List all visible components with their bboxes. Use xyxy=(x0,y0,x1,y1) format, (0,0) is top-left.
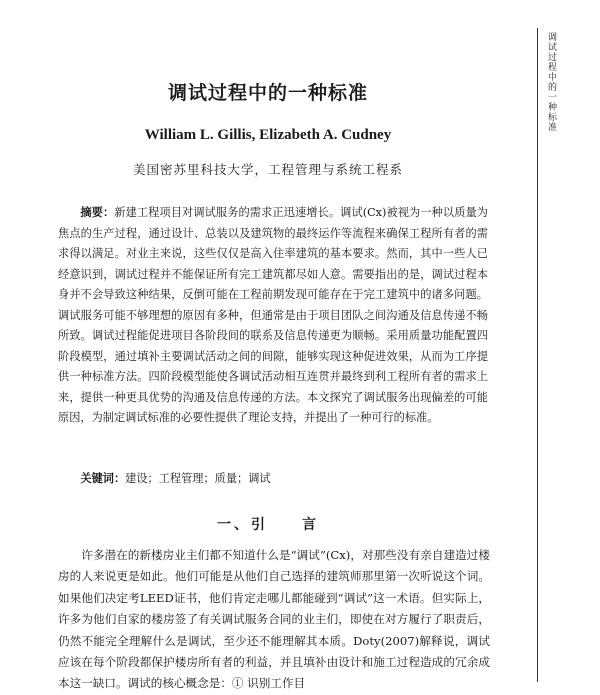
abstract-text: 新建工程项目对调试服务的需求正迅速增长。调试(Cx)被视为一种以质量为焦点的生产过程，通过设计、总装以及建筑物的最终运作等流程来确保工程所有者的需求得以满足。对业主来说，这些仅仅是高入住率建筑的基本要求。然而，其中一些人已经意识到，调试过程并不能保证所有完工建筑都尽如人意。需要指出的是，调试过程本身并不会导致这种结果，反倒可能在工程前期发现可能存在于完工建筑中的诸多问题。调试服务可能不够理想的原因有多种，但通常是由于项目团队之间沟通及信息传递不畅所致。调试过程能促进项目各阶段间的联系及信息传递更为顺畅。采用质量功能配置四阶段模型，通过填补主要调试活动之间的间隙，能够实现这种促进效果，从而为工序提供一种标准方法。四阶段模型能使各调试活动相互连贯并最终到利工程所有者的需求上来，提供一种更具优势的沟通及信息传递的方法。本文探究了调试服务出现偏差的可能原因，为制定调试标准的必要性提供了理论支持，并提出了一种可行的标准。 xyxy=(58,206,488,424)
section-title-part-2: 言 xyxy=(302,517,319,533)
section-heading xyxy=(0,514,536,534)
paper-authors: William L. Gillis, Elizabeth A. Cudney xyxy=(144,127,392,143)
author-affiliation: 美国密苏里科技大学，工程管理与系统工程系 xyxy=(132,162,403,177)
margin-rule xyxy=(537,28,538,682)
keywords xyxy=(58,468,488,489)
abstract xyxy=(58,202,488,429)
section-title-part-1: 引 xyxy=(251,517,268,533)
body-paragraph: 许多潜在的新楼房业主们都不知道什么是“调试”(Cx)，对那些没有亲自建造过楼房的人来说更是如此。他们可能是从他们自己选择的建筑师那里第一次听说这个词。如果他们决定考LEED证书，他们肯定走哪儿都能碰到“调试”这一术语。但实际上，许多为他们自家的楼房签了有关调试服务合同的业主们，即使在对方履行了职责后，仍然不能完全理解什么是调试，至少还不能理解其本质。Doty(2007)解释说，调试应该在每个阶段都保护楼房所有者的利益，并且填补由设计和施工过程造成的冗余成本这一缺口。调试的核心概念是：① 识别工作目 xyxy=(58,548,490,691)
keywords-label: 关键词： xyxy=(80,471,126,485)
running-header: 调试过程中的一种标准 xyxy=(546,32,556,132)
keywords-text: 建设；工程管理；质量；调试 xyxy=(125,472,271,485)
paper-title: 调试过程中的一种标准 xyxy=(167,82,368,104)
abstract-label: 摘要： xyxy=(80,205,115,219)
section-number: 一、 xyxy=(217,517,251,533)
